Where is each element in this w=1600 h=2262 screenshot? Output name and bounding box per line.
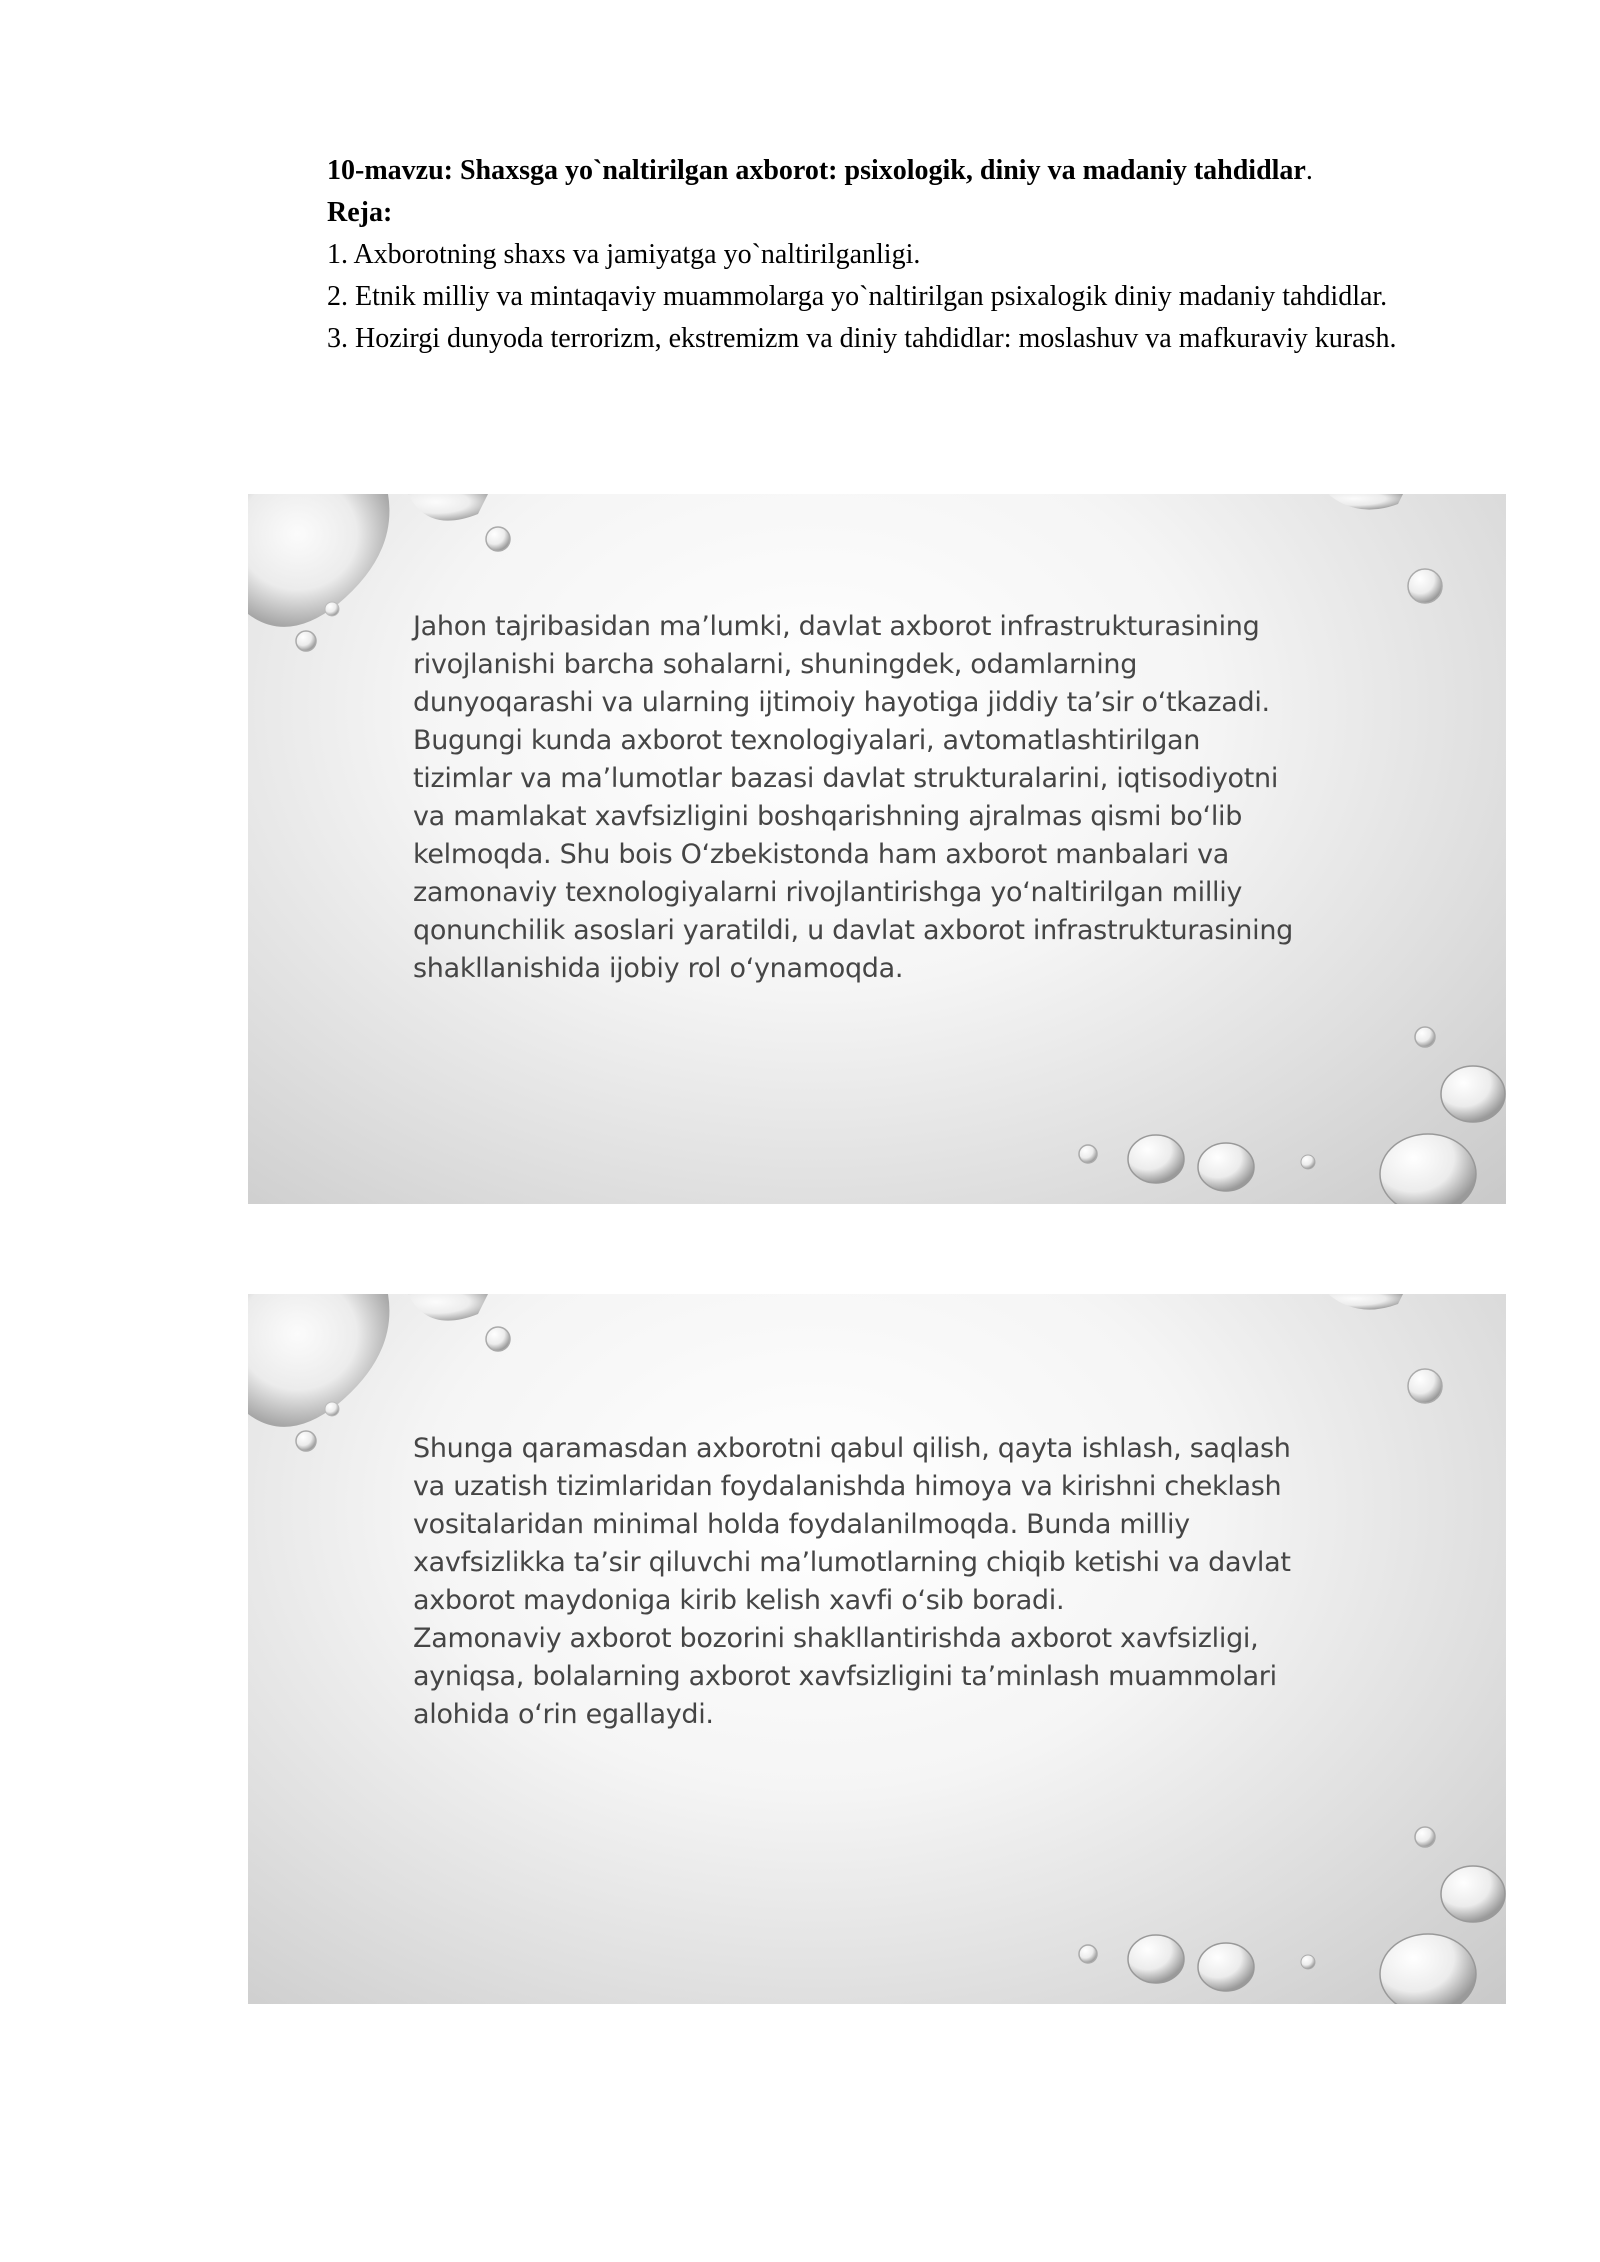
plan-label: Reja: — [327, 197, 393, 228]
slide-text-line: xavfsizlikka ta’sir qiluvchi ma’lumotlarning chiqib ketishi va davlat — [413, 1547, 1291, 1578]
plan-item: 3. Hozirgi dunyoda terrorizm, ekstremizm va diniy tahdidlar: moslashuv va mafkuraviy kurash. — [327, 323, 1397, 354]
slide-text-line: ayniqsa, bolalarning axborot xavfsizligini ta’minlash muammolari — [413, 1661, 1277, 1692]
slide-text-line: axborot maydoniga kirib kelish xavfi o‘sib boradi. — [413, 1585, 1065, 1616]
slide-text-line: dunyoqarashi va ularning ijtimoiy hayotiga jiddiy ta’sir o‘tkazadi. — [413, 687, 1270, 718]
document-body — [229, 150, 1490, 360]
slide-text-line: va uzatish tizimlaridan foydalanishda himoya va kirishni cheklash — [413, 1471, 1282, 1502]
topic-title — [229, 150, 1490, 192]
plan-item: 1. Axborotning shaxs va jamiyatga yo`naltirilganligi. — [327, 239, 921, 270]
slide-text-line: shakllanishida ijobiy rol o‘ynamoqda. — [413, 953, 904, 984]
slide-text-line: vositalaridan minimal holda foydalanilmoqda. Bunda milliy — [413, 1509, 1190, 1540]
slide-text-line: kelmoqda. Shu bois O‘zbekistonda ham axborot manbalari va — [413, 839, 1230, 870]
slide-text-line: rivojlanishi barcha sohalarni, shuningdek, odamlarning — [413, 649, 1138, 680]
slide-text-line: tizimlar va ma’lumotlar bazasi davlat strukturalarini, iqtisodiyotni — [413, 763, 1279, 794]
slide-2-text — [413, 1430, 1363, 1734]
slide-image-1 — [248, 494, 1506, 1204]
slide-image-2 — [248, 1294, 1506, 2004]
slide-text-line: Bugungi kunda axborot texnologiyalari, avtomatlashtirilgan — [413, 725, 1201, 756]
slide-text-line: qonunchilik asoslari yaratildi, u davlat axborot infrastrukturasining — [413, 915, 1293, 946]
slide-text-line: alohida o‘rin egallaydi. — [413, 1699, 714, 1730]
topic-title-text: 10-mavzu: Shaxsga yo`naltirilgan axborot: psixologik, diniy va madaniy tahdidlar — [327, 155, 1306, 186]
slide-text-line: Shunga qaramasdan axborotni qabul qilish, qayta ishlash, saqlash — [413, 1433, 1291, 1464]
slide-text-line: Zamonaviy axborot bozorini shakllantirishda axborot xavfsizligi, — [413, 1623, 1259, 1654]
slide-text-line: va mamlakat xavfsizligini boshqarishning ajralmas qismi bo‘lib — [413, 801, 1243, 832]
topic-title-dot: . — [1305, 155, 1313, 186]
slide-text-line: Jahon tajribasidan ma’lumki, davlat axborot infrastrukturasining — [413, 611, 1260, 642]
slide-text-line: zamonaviy texnologiyalarni rivojlantirishga yo‘naltirilgan milliy — [413, 877, 1243, 908]
slide-1-text — [413, 608, 1363, 988]
plan-item: 2. Etnik milliy va mintaqaviy muammolarga yo`naltirilgan psixalogik diniy madaniy tahdidlar. — [327, 281, 1388, 312]
